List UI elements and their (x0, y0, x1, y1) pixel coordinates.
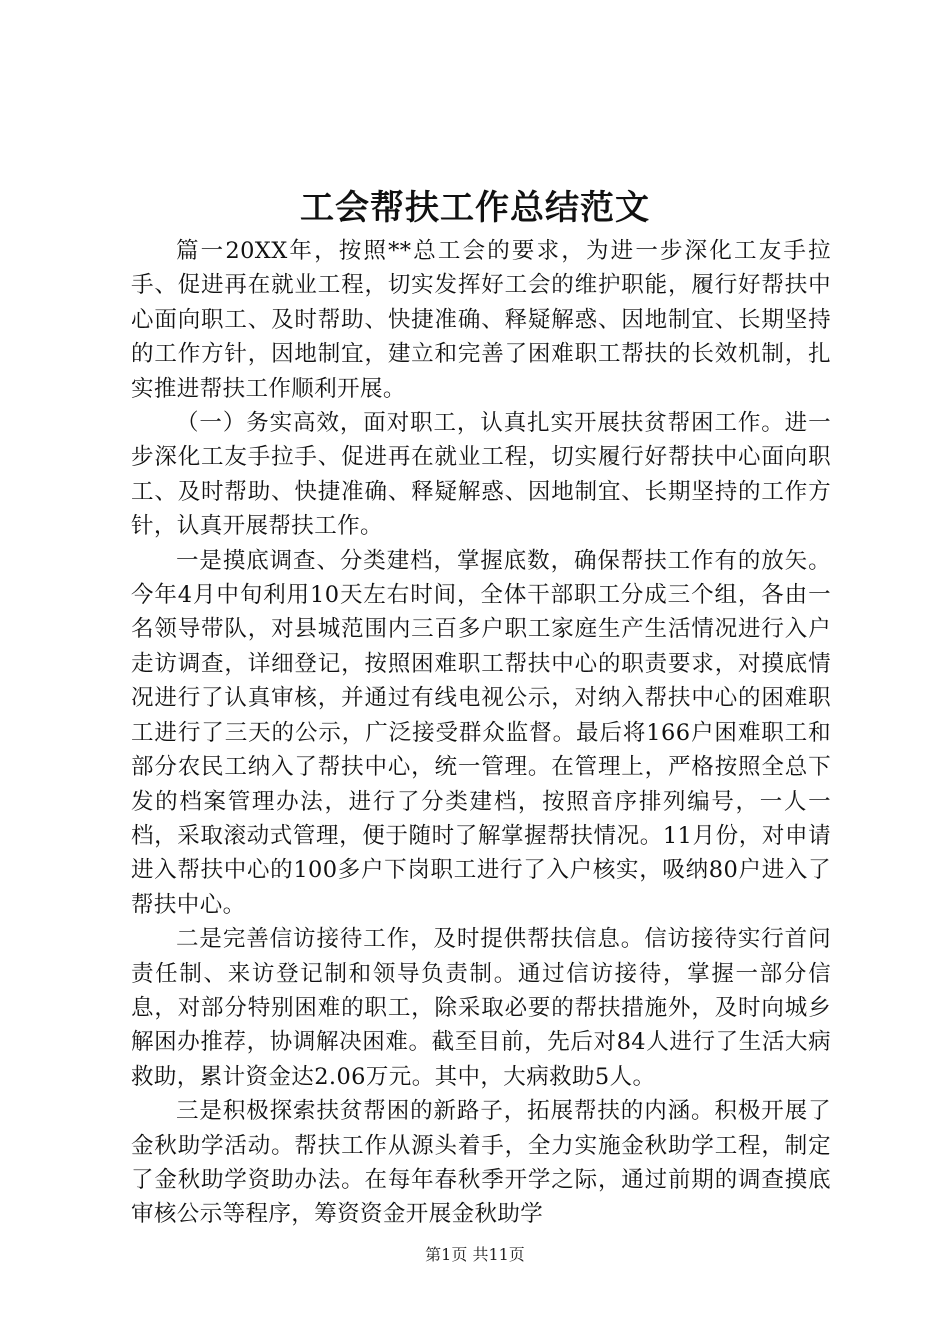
paragraph: 二是完善信访接待工作，及时提供帮扶信息。信访接待实行首问责任制、来访登记制和领导负责制。通过信访接待，掌握一部分信息，对部分特别困难的职工，除采取必要的帮扶措施外，及时向城乡解困办推荐，协调解决困难。截至目前，先后对84人进行了生活大病救助，累计资金达2.06万元。其中，大病救助5人。 (131, 926, 831, 1090)
paragraph: （一）务实高效，面对职工，认真扎实开展扶贫帮困工作。进一步深化工友手拉手、促进再在就业工程，切实履行好帮扶中心面向职工、及时帮助、快捷准确、释疑解惑、因地制宜、长期坚持的工作方针，认真开展帮扶工作。 (131, 410, 831, 540)
page-number-footer: 第1页 共11页 (425, 1245, 525, 1264)
paragraph: 篇一20XX年，按照**总工会的要求，为进一步深化工友手拉手、促进再在就业工程，切实发挥好工会的维护职能，履行好帮扶中心面向职工、及时帮助、快捷准确、释疑解惑、因地制宜、长期坚持的工作方针，因地制宜，建立和完善了困难职工帮扶的长效机制，扎实推进帮扶工作顺利开展。 (131, 238, 831, 402)
document-title: 工会帮扶工作总结范文 (300, 188, 650, 228)
document-body (131, 234, 831, 1232)
paragraph: 三是积极探索扶贫帮困的新路子，拓展帮扶的内涵。积极开展了金秋助学活动。帮扶工作从源头着手，全力实施金秋助学工程，制定了金秋助学资助办法。在每年春秋季开学之际，通过前期的调查摸底审核公示等程序，筹资资金开展金秋助学 (131, 1098, 831, 1228)
paragraph: 一是摸底调查、分类建档，掌握底数，确保帮扶工作有的放矢。今年4月中旬利用10天左右时间，全体干部职工分成三个组，各由一名领导带队，对县城范围内三百多户职工家庭生产生活情况进行入户走访调查，详细登记，按照困难职工帮扶中心的职责要求，对摸底情况进行了认真审核，并通过有线电视公示，对纳入帮扶中心的困难职工进行了三天的公示，广泛接受群众监督。最后将166户困难职工和部分农民工纳入了帮扶中心，统一管理。在管理上，严格按照全总下发的档案管理办法，进行了分类建档，按照音序排列编号，一人一档，采取滚动式管理，便于随时了解掌握帮扶情况。11月份，对申请进入帮扶中心的100多户下岗职工进行了入户核实，吸纳80户进入了帮扶中心。 (131, 547, 831, 918)
